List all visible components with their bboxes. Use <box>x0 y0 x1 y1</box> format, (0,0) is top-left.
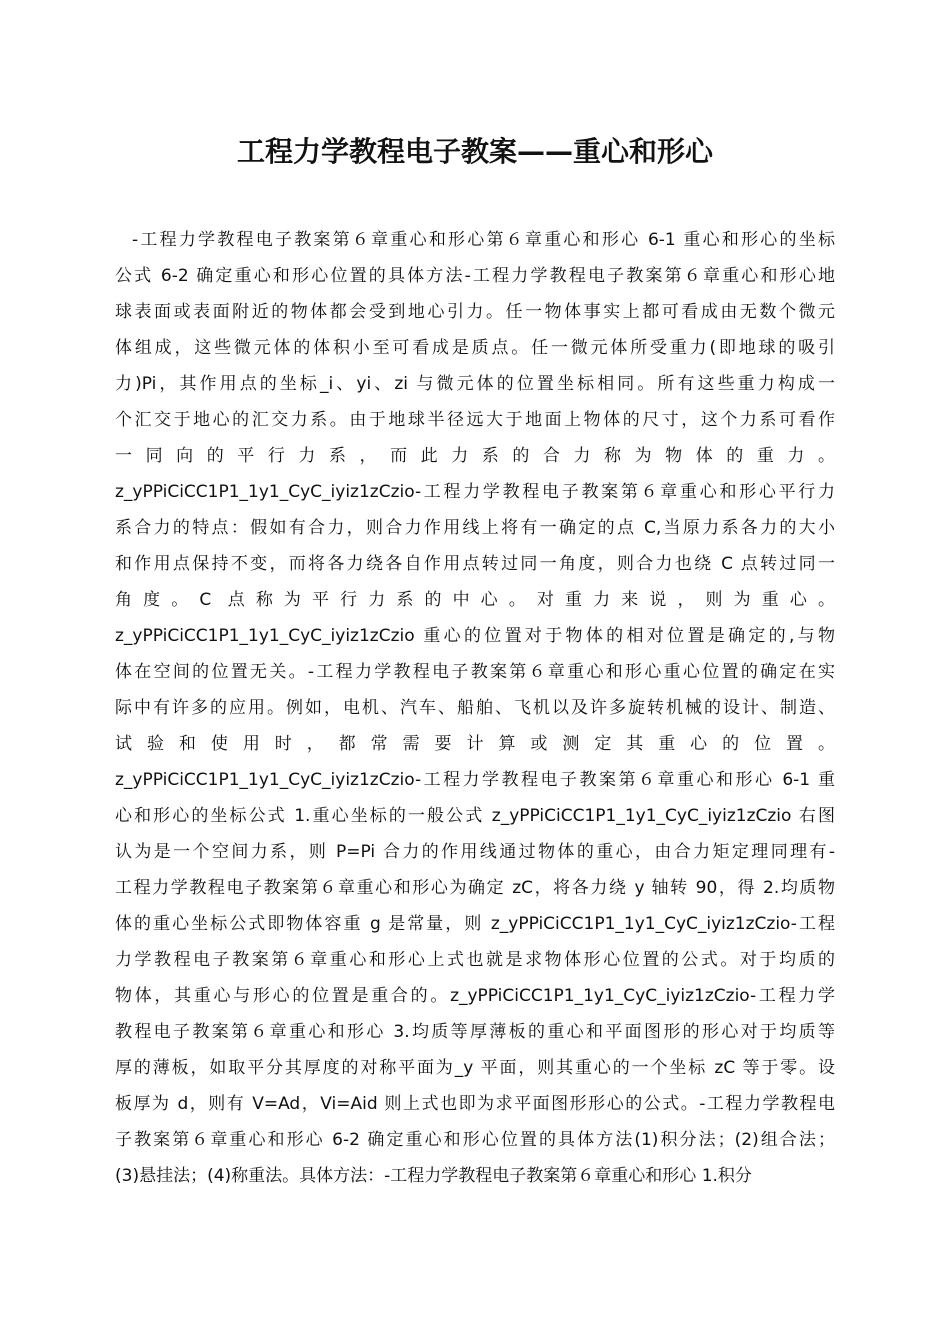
body-line: z_yPPiCiCC1P1_1y1_CyC_iyiz1zCzio-工程力学教程电子教案第６章重心和形心 6-1 重 <box>115 770 835 790</box>
body-line: -工程力学教程电子教案第６章重心和形心第６章重心和形心 6-1 重心和形心的坐标 <box>132 230 835 250</box>
document-title: 工程力学教程电子教案——重心和形心 <box>236 135 713 168</box>
body-line: 子教案第６章重心和形心 6-2 确定重心和形心位置的具体方法(1)积分法；(2)组合法； <box>115 1130 835 1150</box>
body-line: 试验和使用时，都常需要计算或测定其重心的位置。 <box>115 734 835 754</box>
body-line: 认为是一个空间力系，则 P=Pi 合力的作用线通过物体的重心，由合力矩定理同理有- <box>115 842 835 862</box>
body-line: 系合力的特点：假如有合力，则合力作用线上将有一确定的点 C,当原力系各力的大小 <box>115 518 835 538</box>
body-line: 公式 6-2 确定重心和形心位置的具体方法-工程力学教程电子教案第６章重心和形心地 <box>115 266 835 286</box>
body-line: 际中有许多的应用。例如，电机、汽车、船舶、飞机以及许多旋转机械的设计、制造、 <box>115 698 835 718</box>
body-line: 一同向的平行力系，而此力系的合力称为物体的重力。 <box>115 446 835 466</box>
body-line: 力)Pi，其作用点的坐标_i、yi、zi 与微元体的位置坐标相同。所有这些重力构成一 <box>115 374 835 394</box>
body-line: 心和形心的坐标公式 1.重心坐标的一般公式 z_yPPiCiCC1P1_1y1_CyC_iyiz1zCzio 右图 <box>115 806 835 826</box>
body-line: 厚的薄板，如取平分其厚度的对称平面为_y 平面，则其重心的一个坐标 zC 等于零。设 <box>115 1058 835 1078</box>
document-body <box>115 222 835 1194</box>
body-line: 个汇交于地心的汇交力系。由于地球半径远大于地面上物体的尺寸，这个力系可看作 <box>115 410 835 430</box>
body-line: 球表面或表面附近的物体都会受到地心引力。任一物体事实上都可看成由无数个微元 <box>115 302 835 322</box>
body-line: (3)悬挂法；(4)称重法。具体方法：-工程力学教程电子教案第６章重心和形心 1.积分 <box>115 1166 752 1186</box>
body-line: 教程电子教案第６章重心和形心 3.均质等厚薄板的重心和平面图形的形心对于均质等 <box>115 1022 835 1042</box>
body-line: 体的重心坐标公式即物体容重 g 是常量，则 z_yPPiCiCC1P1_1y1_CyC_iyiz1zCzio-工程 <box>115 914 835 934</box>
body-line: z_yPPiCiCC1P1_1y1_CyC_iyiz1zCzio 重心的位置对于物体的相对位置是确定的,与物 <box>115 626 835 646</box>
body-line: 体在空间的位置无关。-工程力学教程电子教案第６章重心和形心重心位置的确定在实 <box>115 662 835 682</box>
body-line: 体组成，这些微元体的体积小至可看成是质点。任一微元体所受重力(即地球的吸引 <box>115 338 835 358</box>
body-line: z_yPPiCiCC1P1_1y1_CyC_iyiz1zCzio-工程力学教程电子教案第６章重心和形心平行力 <box>115 482 835 502</box>
body-line: 和作用点保持不变，而将各力绕各自作用点转过同一角度，则合力也绕 C 点转过同一 <box>115 554 835 574</box>
body-line: 物体，其重心与形心的位置是重合的。z_yPPiCiCC1P1_1y1_CyC_iyiz1zCzio-工程力学 <box>115 986 835 1006</box>
body-line: 工程力学教程电子教案第６章重心和形心为确定 zC，将各力绕 y 轴转 90，得 2.均质物 <box>115 878 835 898</box>
body-line: 板厚为 d，则有 V=Ad，Vi=Aid 则上式也即为求平面图形形心的公式。-工程力学教程电 <box>115 1094 835 1114</box>
body-line: 力学教程电子教案第６章重心和形心上式也就是求物体形心位置的公式。对于均质的 <box>115 950 835 970</box>
body-line: 角度。C 点称为平行力系的中心。对重力来说，则为重心。 <box>115 590 835 610</box>
